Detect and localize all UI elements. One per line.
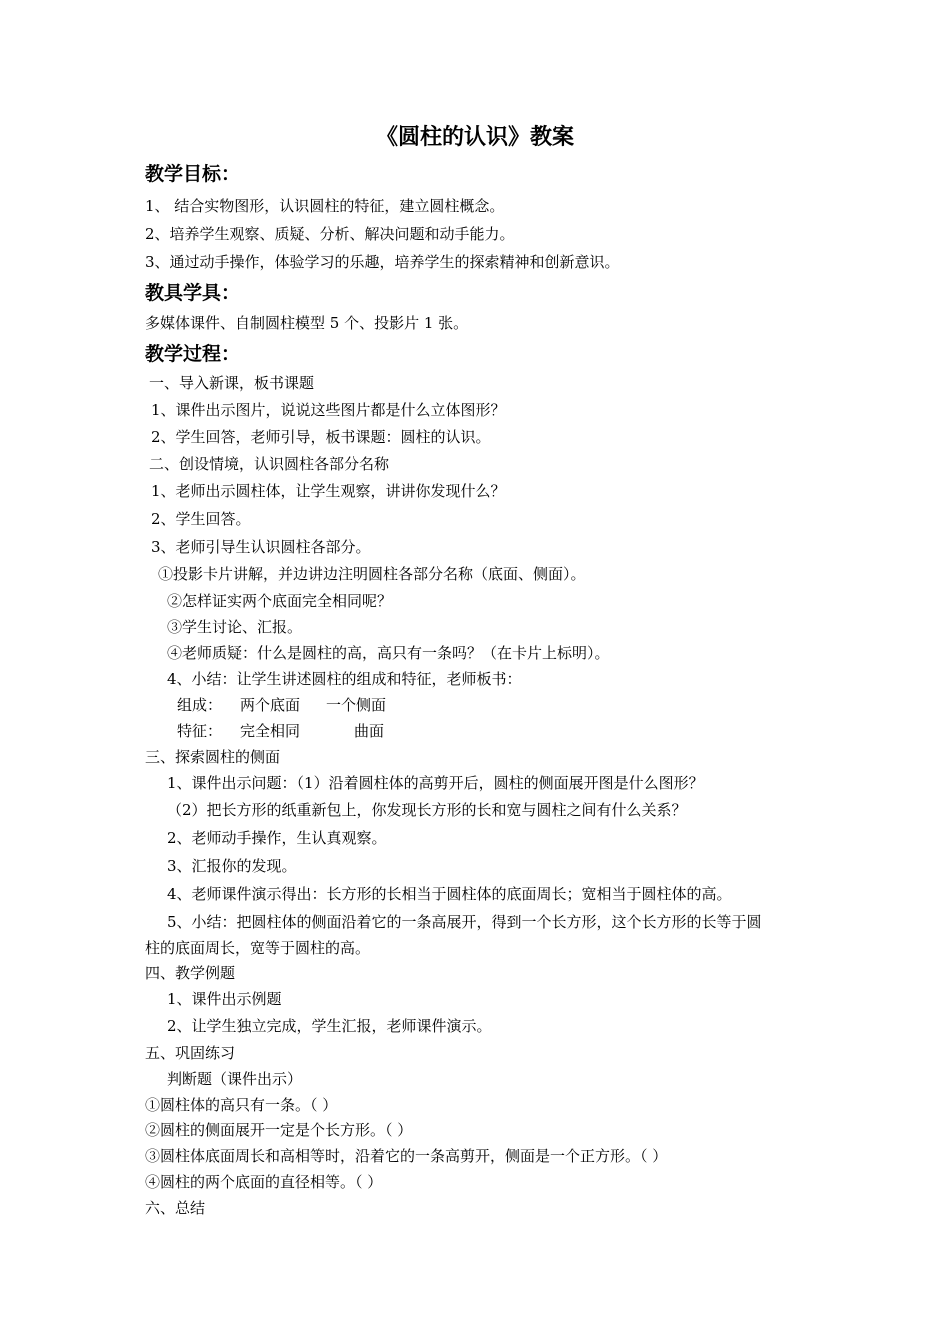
section-3-item: 3、汇报你的发现。	[167, 857, 297, 875]
section-5-intro: 判断题（课件出示）	[167, 1070, 303, 1088]
section-3-item: 1、课件出示问题：（1）沿着圆柱体的高剪开后，圆柱的侧面展开图是什么图形？	[167, 774, 704, 792]
section-3-item: 柱的底面周长，宽等于圆柱的高。	[145, 939, 371, 957]
board-value: 曲面	[354, 722, 385, 740]
exercise-item: ②圆柱的侧面展开一定是个长方形。（ ）	[145, 1121, 413, 1139]
process-heading: 教学过程：	[145, 343, 241, 365]
document-title: 《圆柱的认识》教案	[375, 125, 574, 150]
section-6-title: 六、总结	[145, 1199, 206, 1217]
goal-item: 1、 结合实物图形，认识圆柱的特征，建立圆柱概念。	[145, 197, 505, 215]
section-2-title: 二、创设情境，认识圆柱各部分名称	[149, 455, 390, 473]
goal-item: 3、通过动手操作，体验学习的乐趣，培养学生的探索精神和创新意识。	[145, 253, 620, 271]
exercise-item: ①圆柱体的高只有一条。（ ）	[145, 1096, 338, 1114]
section-2-item: 3、老师引导生认识圆柱各部分。	[151, 538, 371, 556]
section-2-subitem: ③学生讨论、汇报。	[167, 618, 303, 636]
section-4-item: 1、课件出示例题	[167, 990, 282, 1008]
board-row-composition	[177, 695, 386, 715]
goals-heading: 教学目标：	[145, 163, 241, 185]
section-1-item: 1、课件出示图片，说说这些图片都是什么立体图形？	[151, 401, 506, 419]
board-label: 特征：	[177, 722, 223, 740]
board-row-feature	[177, 721, 384, 741]
section-4-item: 2、让学生独立完成，学生汇报，老师课件演示。	[167, 1017, 492, 1035]
exercise-item: ③圆柱体底面周长和高相等时，沿着它的一条高剪开，侧面是一个正方形。（ ）	[145, 1147, 668, 1165]
section-3-title: 三、探索圆柱的侧面	[145, 748, 281, 766]
section-3-item: 4、老师课件演示得出：长方形的长相当于圆柱体的底面周长；宽相当于圆柱体的高。	[167, 885, 732, 903]
section-5-title: 五、巩固练习	[145, 1044, 236, 1062]
board-value: 完全相同	[240, 722, 301, 740]
section-1-item: 2、学生回答，老师引导，板书课题：圆柱的认识。	[151, 428, 491, 446]
section-2-subitem: ④老师质疑：什么是圆柱的高，高只有一条吗？（在卡片上标明）。	[167, 644, 610, 662]
tools-heading: 教具学具：	[145, 282, 241, 304]
section-2-summary: 4、小结：让学生讲述圆柱的组成和特征，老师板书：	[167, 670, 522, 688]
section-3-item: 2、老师动手操作，生认真观察。	[167, 829, 387, 847]
board-value: 一个侧面	[326, 696, 387, 714]
goal-item: 2、培养学生观察、质疑、分析、解决问题和动手能力。	[145, 225, 515, 243]
board-value: 两个底面	[240, 696, 301, 714]
tools-text: 多媒体课件、自制圆柱模型 5 个、投影片 1 张。	[145, 314, 469, 332]
section-1-title: 一、导入新课，板书课题	[149, 374, 315, 392]
exercise-item: ④圆柱的两个底面的直径相等。（ ）	[145, 1173, 383, 1191]
section-2-subitem: ①投影卡片讲解，并边讲边注明圆柱各部分名称（底面、侧面）。	[158, 565, 586, 583]
section-2-subitem: ②怎样证实两个底面完全相同呢？	[167, 592, 393, 610]
section-4-title: 四、教学例题	[145, 964, 236, 982]
section-2-item: 2、学生回答。	[151, 510, 251, 528]
board-label: 组成：	[177, 696, 223, 714]
section-2-item: 1、老师出示圆柱体，让学生观察，讲讲你发现什么？	[151, 482, 506, 500]
section-3-item: （2）把长方形的纸重新包上，你发现长方形的长和宽与圆柱之间有什么关系？	[167, 801, 687, 819]
section-3-item: 5、小结：把圆柱体的侧面沿着它的一条高展开，得到一个长方形，这个长方形的长等于圆	[167, 913, 762, 931]
